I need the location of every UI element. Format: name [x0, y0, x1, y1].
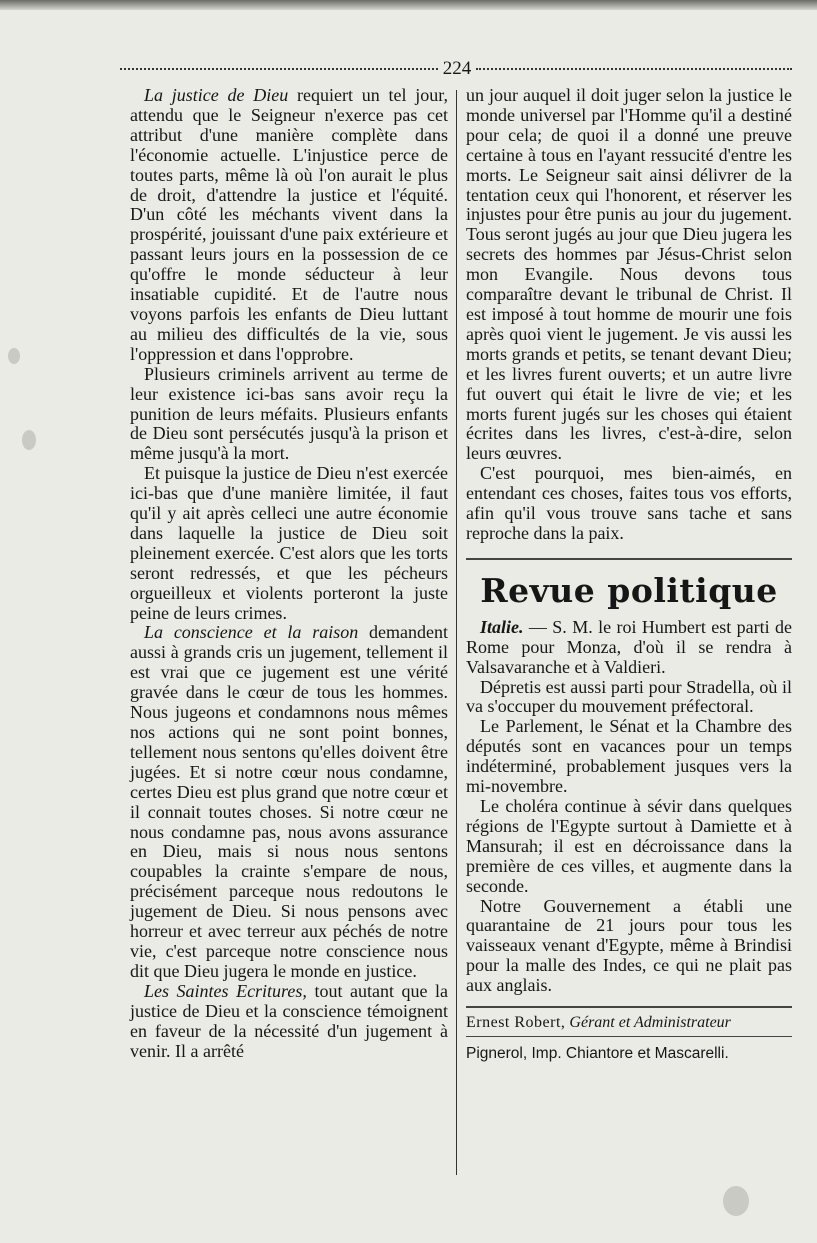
- paragraph: [466, 464, 792, 544]
- publisher-role: Gérant et Administrateur: [569, 1014, 731, 1032]
- page-header: [120, 58, 792, 80]
- news-paragraph: [466, 678, 792, 718]
- left-column: [130, 86, 448, 1061]
- header-rule-right: [476, 68, 792, 70]
- section-rule: [466, 558, 792, 560]
- paragraph-text: — S. M. le roi Humbert est parti de Rome pour Monza, d'où il se rendra à Valsavaranche et à Valdieri.: [466, 616, 792, 677]
- paragraph-text: requiert un tel jour, attendu que le Seigneur n'exerce pas cet attribut d'une manière complète dans l'économie actuelle. L'injustice perce de toutes parts, même là où l'on aurait le plus de droit, d'attendre la justice et l'équité. D'un côté les méchants vivent dans la prospérité, jouissant d'une paix extérieure et passant leurs jours en la possession de ce qu'offre le monde séducteur à leur insatiable cupidité. Et de l'autre nous voyons parfois les enfants de Dieu luttant au milieu des difficultés de la vie, sous l'oppression et dans l'opprobre.: [130, 85, 449, 364]
- paragraph-text: demandent aussi à grands cris un jugement, tellement il est vrai que ce jugement est une vérité gravée dans le cœur de tous les hommes. Nous jugeons et condamnons nous mêmes nos actions qui ne sont point bonnes, tellement nous sentons qu'elles doivent être jugées. Et si notre cœur nous condamne, certes Dieu est plus grand que notre cœur et il connait toutes choses. Si notre cœur ne nous condamne pas, nous avons assurance en Dieu, mais si nous nous sentons coupables la crainte s'empare de nous, précisément parceque nous redoutons le jugement de Dieu. Si nous pensons avec horreur et avec terreur aux péchés de notre vie, c'est parceque notre conscience nous dit que Dieu jugera le monde en justice.: [130, 622, 448, 981]
- publisher-name: Ernest Robert,: [466, 1014, 566, 1032]
- publisher-signature: [466, 1008, 792, 1037]
- right-column: [466, 86, 792, 1065]
- paragraph-text: Le choléra continue à sévir dans quelques régions de l'Egypte surtout à Damiette et à Mansurah; il est en décroissance dans la première de ces villes, et augmente dans la seconde.: [466, 796, 792, 896]
- scan-speck: [8, 348, 20, 364]
- paragraph-text: Notre Gouvernement a établi une quarantaine de 21 jours pour tous les vaisseaux venant d'Egypte, même à Brindisi pour la malle des Indes, ce qui ne plait pas aux anglais.: [466, 895, 792, 996]
- paragraph: [130, 86, 448, 365]
- paragraph: [130, 623, 448, 981]
- printer-imprint: Pignerol, Imp. Chiantore et Mascarelli.: [466, 1045, 729, 1063]
- country-lead: Italie.: [480, 616, 524, 637]
- paragraph-text: un jour auquel il doit juger selon la justice le monde universel par l'Homme qu'il a destiné pour cela; de quoi il a donné une preuve certaine à tous en l'ayant ressucité d'entre les morts. Le Seigneur sait ainsi délivrer de la tentation ceux qui l'honorent, et réserver les injustes pour être punis au jour du jugement. Tous seront jugés au jour que Dieu jugera les secrets des hommes par Jésus-Christ selon mon Evangile. Nous devons tous comparaître devant le tribunal de Christ. Il est imposé à tout homme de mourir une fois après quoi vient le jugement. Je vis aussi les morts grands et petits, se tenant devant Dieu; et les livres furent ouverts; et un autre livre fut ouvert qui était le livre de vie; et les morts furent jugés sur les choses qui étaient écrites dans les livres, c'est-à-dire, selon leurs œuvres.: [466, 85, 792, 464]
- news-paragraph: [466, 618, 792, 678]
- paragraph-text: Le Parlement, le Sénat et la Chambre des députés sont en vacances pour un temps indéterminé, probablement jusques vers la mi-novembre.: [466, 716, 792, 797]
- paragraph: [130, 464, 448, 623]
- paragraph-text: Et puisque la justice de Dieu n'est exercée ici-bas que d'une manière limitée, il faut qu'il y ait après celleci une autre économie dans laquelle la justice de Dieu soit pleinement exercée. C'est alors que les torts seront redressés, et que les pécheurs orgueilleux et violents porteront la juste peine de leurs crimes.: [130, 463, 448, 623]
- scan-speck: [723, 1186, 749, 1216]
- paragraph-lead: La justice de Dieu: [144, 85, 289, 105]
- news-paragraph: [466, 797, 792, 897]
- paragraph-text: Dépretis est aussi parti pour Stradella, où il va s'occuper du mouvement préfectoral.: [466, 676, 792, 717]
- page-number: 224: [442, 58, 472, 79]
- paragraph: [130, 982, 448, 1062]
- news-paragraph: [466, 717, 792, 797]
- paragraph-lead: Les Saintes Ecritures,: [144, 980, 307, 1001]
- paragraph: [130, 365, 448, 465]
- header-rule-left: [120, 68, 438, 70]
- column-divider: [456, 90, 457, 1175]
- paragraph-lead: La conscience et la raison: [144, 622, 359, 643]
- paragraph-text: tout autant que la justice de Dieu et la conscience témoignent en faveur de la nécessité d'un jugement à venir. Il a arrêté: [130, 980, 449, 1061]
- scan-speck: [22, 430, 36, 450]
- revue-politique-heading: Revue politique: [480, 570, 778, 610]
- paragraph-text: Plusieurs criminels arrivent au terme de leur existence ici-bas sans avoir reçu la punition de leurs méfaits. Plusieurs enfants de Dieu sont persécutés jusqu'à la prison et même jusqu'à la mort.: [130, 363, 448, 464]
- scan-top-edge: [0, 0, 817, 10]
- news-paragraph: [466, 897, 792, 997]
- paragraph-text: C'est pourquoi, mes bien-aimés, en entendant ces choses, faites tous vos efforts, afin qu'il vous trouve sans tache et sans reproche dans la paix.: [466, 463, 792, 543]
- paragraph: [466, 86, 792, 464]
